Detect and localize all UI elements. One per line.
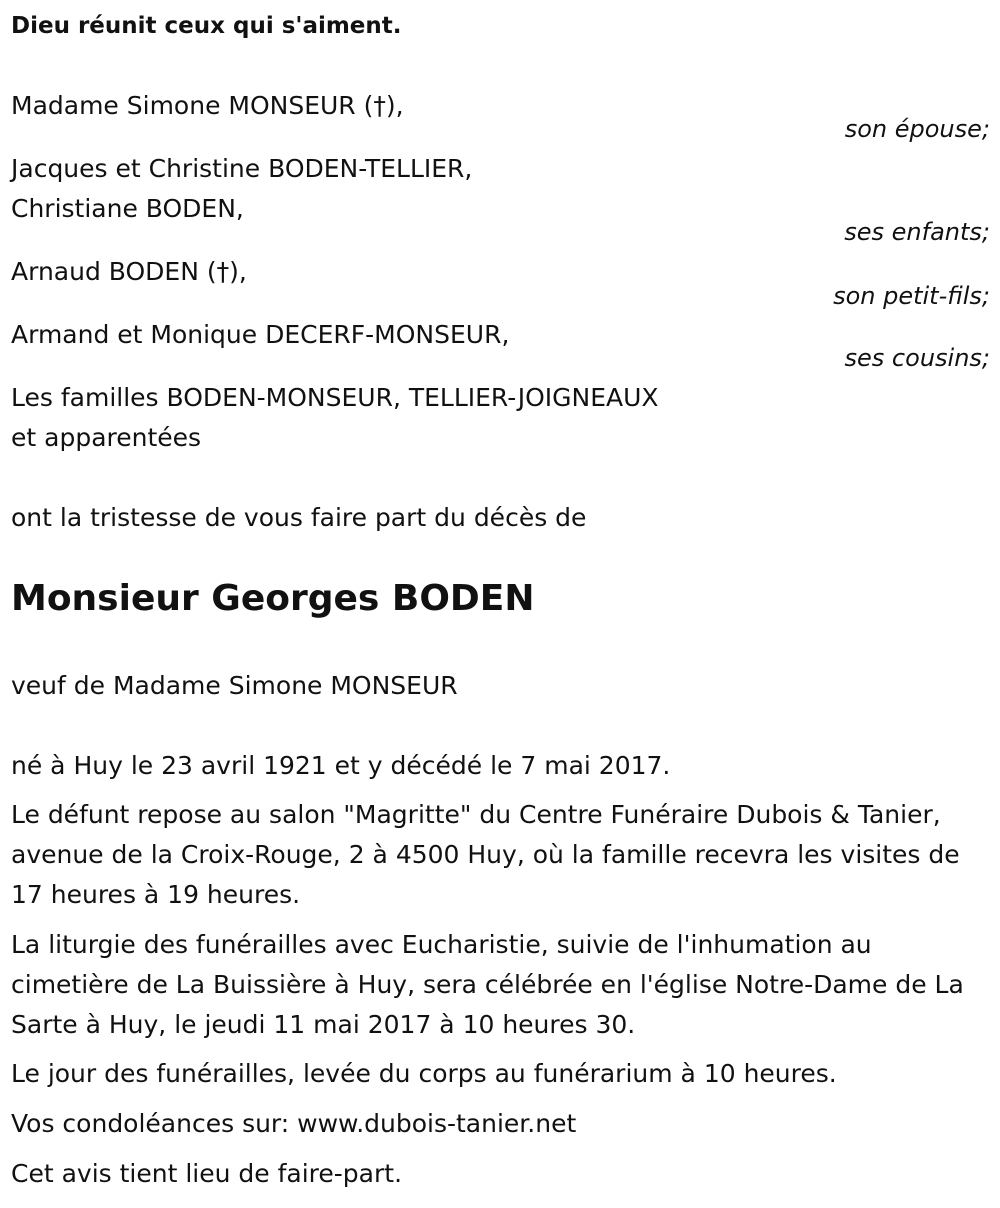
relation-cousins: ses cousins; xyxy=(844,344,990,372)
relation-grandson: son petit-fils; xyxy=(833,282,990,310)
family-line-families-1: Les familles BODEN-MONSEUR, TELLIER-JOIGNEAUX xyxy=(11,383,659,412)
widower-of: veuf de Madame Simone MONSEUR xyxy=(11,671,458,700)
family-line-families-2: et apparentées xyxy=(11,423,202,452)
relation-spouse: son épouse; xyxy=(844,115,990,143)
family-line-spouse: Madame Simone MONSEUR (†), xyxy=(11,91,404,120)
paragraph-viewing: Le défunt repose au salon "Magritte" du Centre Funéraire Dubois & Tanier, avenue de la Croix-Rouge, 2 à 4500 Huy, où la famille recevra les visites de 17 heures à 19 heures. xyxy=(11,800,960,909)
deceased-name: Monsieur Georges BODEN xyxy=(11,578,535,619)
birth-death-dates: né à Huy le 23 avril 1921 et y décédé le 7 mai 2017. xyxy=(11,751,671,780)
family-line-grandson: Arnaud BODEN (†), xyxy=(11,257,247,286)
announcement-text: ont la tristesse de vous faire part du décès de xyxy=(11,503,587,532)
paragraph-closing: Cet avis tient lieu de faire-part. xyxy=(11,1159,403,1188)
family-line-children-1: Jacques et Christine BODEN-TELLIER, xyxy=(11,154,473,183)
motto: Dieu réunit ceux qui s'aiment. xyxy=(11,13,402,39)
paragraph-liturgy: La liturgie des funérailles avec Eucharistie, suivie de l'inhumation au cimetière de La Buissière à Huy, sera célébrée en l'église Notre-Dame de La Sarte à Huy, le jeudi 11 mai 2017 à 10 heures 30. xyxy=(11,930,964,1039)
paragraph-funeral-day: Le jour des funérailles, levée du corps au funérarium à 10 heures. xyxy=(11,1059,837,1088)
family-line-children-2: Christiane BODEN, xyxy=(11,194,244,223)
paragraph-condolences: Vos condoléances sur: www.dubois-tanier.net xyxy=(11,1109,577,1138)
relation-children: ses enfants; xyxy=(844,218,990,246)
family-line-cousins: Armand et Monique DECERF-MONSEUR, xyxy=(11,320,510,349)
